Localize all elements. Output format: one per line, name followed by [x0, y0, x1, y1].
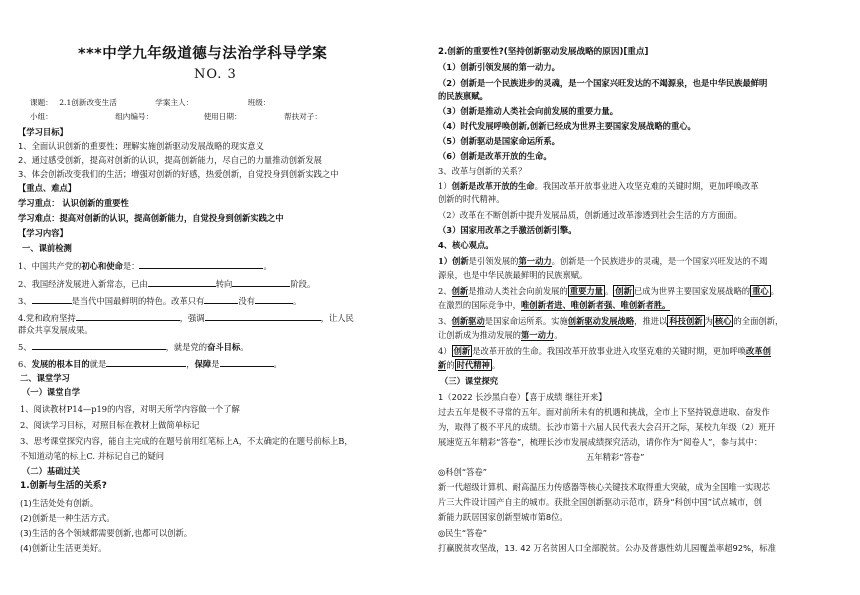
c-boxed-keyword: 核心 — [714, 316, 732, 326]
q-text: ， — [186, 359, 195, 369]
topic-label: 课题： — [30, 98, 53, 107]
core-item — [438, 346, 771, 357]
question-4-cont: 群众共享发展成果。 — [18, 325, 93, 335]
group-label: 小组： — [30, 112, 53, 121]
question-2 — [18, 278, 315, 290]
q-text: 转向 — [215, 279, 233, 289]
c-text: 2、 — [438, 286, 452, 296]
q-text: 没有 — [238, 296, 255, 306]
exercise-text: 新一代超级计算机、耐高温压力传感器等核心关键技术取得重大突破，成为全国唯一实现芯 — [438, 482, 770, 492]
question-heading: 3、改革与创新的关系？ — [438, 166, 527, 176]
core-item-cont — [438, 300, 670, 311]
c-keyword: 创新 — [451, 286, 469, 296]
subsection-heading: （一）课堂自学 — [22, 387, 81, 397]
c-text: 是引领发展的 — [468, 256, 519, 266]
core-item-cont — [438, 360, 500, 371]
c-text: 让创新成为推动发展的 — [438, 330, 521, 340]
content-heading: 【学习内容】 — [18, 228, 68, 238]
key-heading: 【重点、难点】 — [18, 183, 77, 193]
importance-item: （1）创新引领发展的第一动力。 — [438, 62, 560, 72]
topic-value: 2.1创新改变生活 — [59, 98, 117, 107]
importance-item: （4）时代发展呼唤创新,创新已经成为世界主要国家发展战略的重心。 — [438, 121, 696, 131]
meta-row-2 — [30, 111, 322, 122]
answer-blank[interactable] — [32, 341, 166, 350]
answer-blank[interactable] — [106, 358, 186, 367]
question-heading: 2.创新的重要性?(坚持创新驱动发展战略的原因)[重点] — [438, 47, 649, 57]
answer-blank[interactable] — [76, 312, 180, 321]
section-heading: 一、课前检测 — [22, 243, 72, 253]
answer-blank[interactable] — [255, 295, 293, 304]
q-keyword: 初心和使命 — [81, 261, 123, 271]
c-keyword: 第一动力 — [518, 256, 552, 266]
c-text: 。 — [554, 330, 563, 340]
use-date-label: 使用日期： — [203, 112, 242, 121]
class-label: 班级： — [247, 98, 271, 107]
c-text: 是改革开放的生命。我国改革开放事业进入攻坚克难的关键时期，更加呼唤 — [472, 346, 746, 356]
reform-item — [438, 181, 759, 192]
answer-blank[interactable] — [204, 295, 238, 304]
goal-item: 1、全面认识创新的重要性；理解实施创新驱动发展战略的现实意义 — [18, 141, 264, 151]
q-keyword: 发展的根本目的 — [31, 359, 90, 369]
reform-item: （2）改革在不断创新中提升发展品质，创新通过改革渗透到社会生活的方方面面。 — [438, 210, 742, 220]
q-text: 1、中国共产党的 — [18, 261, 82, 271]
r-text: 。我国改革开放事业进入攻坚克难的关键时期，更加呼唤改革 — [534, 181, 759, 191]
importance-item: （3）创新是推动人类社会向前发展的重要力量。 — [438, 106, 619, 116]
core-item — [438, 316, 783, 327]
self-study-item: 2、阅读学习目标，对照目标在教材上做简单标记 — [20, 420, 200, 430]
question-4 — [18, 312, 354, 324]
c-keyword: 1）创新 — [438, 256, 469, 266]
exercise-text: 新能力跃居国家创新型城市第8位。 — [438, 512, 568, 522]
importance-item: （6）创新是改革开放的生命。 — [438, 151, 552, 161]
c-text: 。 — [491, 360, 501, 370]
answer-blank[interactable] — [32, 295, 72, 304]
exercise-text: 过去五年是极不寻常的五年。面对前所未有的机遇和挑战，全市上下坚持锐意进取、奋发作 — [438, 407, 770, 417]
c-text: 3、 — [438, 316, 452, 326]
c-text: 的全面创新， — [733, 316, 784, 326]
section-heading: 二、课堂学习 — [20, 373, 70, 383]
relation-item: (4)创新让生活更美好。 — [20, 543, 107, 553]
c-boxed-keyword: 重心 — [752, 286, 769, 296]
relation-item: (1)生活处处有创新。 — [20, 498, 99, 508]
goals-heading: 【学习目标】 — [18, 127, 68, 137]
answer-blank[interactable] — [148, 278, 216, 287]
page-title: ***中学九年级道德与法治学科导学案 — [78, 46, 328, 62]
q-text: 阶段。 — [290, 279, 316, 289]
q-text: 是当代中国最鲜明的特色。改革只有 — [71, 296, 205, 306]
q-text: 。 — [273, 359, 282, 369]
q-text: ，强调 — [179, 313, 205, 323]
c-keyword: 第一动力 — [520, 330, 555, 340]
c-text: 是国家命运所系。实施 — [484, 316, 568, 326]
document-number: NO. 3 — [194, 67, 237, 82]
self-study-item: 1、阅读教材P14—p19的内容，对明天所学内容做一个了解 — [20, 404, 240, 414]
core-item — [438, 256, 767, 267]
c-keyword: 改革创 — [746, 346, 771, 356]
group-number-label: 组内编号： — [115, 112, 154, 121]
owner-label: 学案主人： — [155, 98, 194, 107]
self-study-item: 3、思考课堂探究内容，能自主完成的在题号前用红笔标上A，不太确定的在题号前标上B， — [20, 436, 353, 446]
c-boxed-keyword: 创新 — [453, 346, 471, 356]
q-text: 4.党和政府坚持 — [18, 313, 76, 323]
q-text: ，就是党的 — [165, 342, 208, 352]
importance-item-cont: 的民族禀赋。 — [438, 91, 488, 101]
q-text: 是 — [211, 359, 220, 369]
reform-item-cont: 创新的时代精神。 — [438, 194, 505, 204]
exercise-text: 为，取得了极不平凡的成绩。长沙市第十六届人民代表大会召开之际，某校九年级（2）班开 — [438, 422, 776, 432]
question-heading: 1.创新与生活的关系? — [20, 481, 107, 491]
c-boxed-keyword: 重要力量 — [569, 286, 603, 296]
importance-item: （5）创新驱动是国家命运所系。 — [438, 136, 560, 146]
reform-item: （3）国家用改革之手激活创新引擎。 — [438, 225, 577, 235]
exercise-text: 打赢脱贫攻坚战，13. 42 万名贫困人口全部脱贫。公办及普惠性幼儿园覆盖率超92%，标准 — [438, 543, 776, 553]
question-1 — [18, 260, 272, 272]
relation-item: (2)创新是一种生活方式。 — [20, 513, 115, 523]
q-text: 。 — [240, 342, 249, 352]
c-text: 是推动人类社会向前发展的 — [468, 286, 568, 296]
exercise-title: 1（2022 长沙黑白卷）【喜于成绩 继往开来】 — [438, 392, 607, 402]
subsection-heading: （二）基础过关 — [22, 466, 81, 476]
difficult-point: 学习难点：提高对创新的认识，提高创新能力，自觉投身到创新实践之中 — [18, 213, 284, 223]
goal-item: 2、通过感受创新，提高对创新的认识，提高创新能力，尽自己的力量推动创新发展 — [18, 155, 322, 165]
c-keyword: 创新驱动发展战略 — [567, 316, 635, 326]
q-text: 。 — [292, 296, 302, 306]
question-heading: 4、核心观点。 — [438, 240, 494, 250]
c-text: 。 — [770, 286, 779, 296]
question-6 — [18, 358, 282, 370]
c-keyword: 创新驱动 — [451, 316, 485, 326]
importance-item: （2）创新是一个民族进步的灵魂，是一个国家兴旺发达的不竭源泉，也是中华民族最鲜明 — [438, 78, 768, 88]
c-text: 。创新是一个民族进步的灵魂，是一个国家兴旺发达的不竭 — [551, 256, 768, 266]
q-text: 。 — [263, 261, 272, 271]
c-text: 为 — [704, 316, 713, 326]
c-boxed-keyword: 时代精神 — [456, 360, 490, 370]
exercise-center-heading: 五年精彩“答卷” — [586, 452, 645, 462]
q-text: 6、 — [18, 359, 32, 369]
question-3 — [18, 295, 301, 307]
r-keyword: 创新是改革开放的生命 — [451, 181, 535, 191]
c-text: 4） — [438, 346, 452, 356]
relation-item: (3)生活的各个领域都需要创新,也都可以创新。 — [20, 528, 193, 538]
q-keyword: 保障 — [194, 359, 212, 369]
question-5 — [18, 341, 249, 353]
core-item-cont — [438, 330, 563, 341]
c-boxed-keyword: 科技创新 — [669, 316, 703, 326]
goal-item: 3、体会创新改变我们的生活；增强对创新的好感，热爱创新，自觉投身到创新实践之中 — [18, 169, 339, 179]
q-text: ，让人民 — [320, 313, 354, 323]
answer-blank[interactable] — [205, 312, 321, 321]
self-study-item-cont: 不知道动笔的标上C. 并标记自己的疑问 — [20, 451, 165, 461]
answer-blank[interactable] — [232, 278, 290, 287]
buddy-label: 帮扶对子： — [283, 112, 322, 121]
subsection-heading: （三）课堂探究 — [440, 376, 499, 386]
c-keyword: 唯创新者进、唯创新者强、唯创新者胜。 — [520, 300, 671, 310]
answer-blank[interactable] — [220, 358, 274, 367]
c-text: 的 — [446, 360, 455, 370]
r-text: 1） — [438, 181, 452, 191]
q-text: 5、 — [18, 342, 32, 352]
exercise-text: 展速览五年精彩“答卷”，梳理长沙市发展成绩探究活动，请你作为“阅卷人”，参与其中： — [438, 437, 763, 447]
core-item-cont: 源泉，也是中华民族最鲜明的民族禀赋。 — [438, 270, 588, 280]
core-item — [438, 286, 779, 297]
q-text: 就是 — [89, 359, 107, 369]
c-boxed-keyword: 创新 — [615, 286, 632, 296]
q-text: 3、 — [18, 296, 32, 306]
answer-sheet-heading: ◎民生“答卷” — [438, 528, 488, 538]
c-text: 在激烈的国际竞争中， — [438, 300, 521, 310]
q-text: 2、我国经济发展进入新常态，已由 — [18, 279, 148, 289]
answer-blank[interactable] — [139, 260, 263, 269]
c-text: 。 — [604, 286, 614, 296]
c-text: ，推进以 — [634, 316, 668, 326]
q-keyword: 奋斗目标 — [207, 342, 241, 352]
exercise-text: 片三大件设计国产自主的城市。获批全国创新驱动示范市，跻身“科创中国”试点城市，创 — [438, 497, 762, 507]
c-keyword: 新 — [438, 360, 447, 370]
meta-row-1 — [30, 97, 270, 108]
answer-sheet-heading: ◎科创“答卷” — [438, 467, 488, 477]
key-point: 学习重点： 认识创新的重要性 — [18, 198, 129, 208]
q-text: 是： — [122, 261, 140, 271]
c-text: 已成为世界主要国家发展战略的 — [633, 286, 751, 296]
